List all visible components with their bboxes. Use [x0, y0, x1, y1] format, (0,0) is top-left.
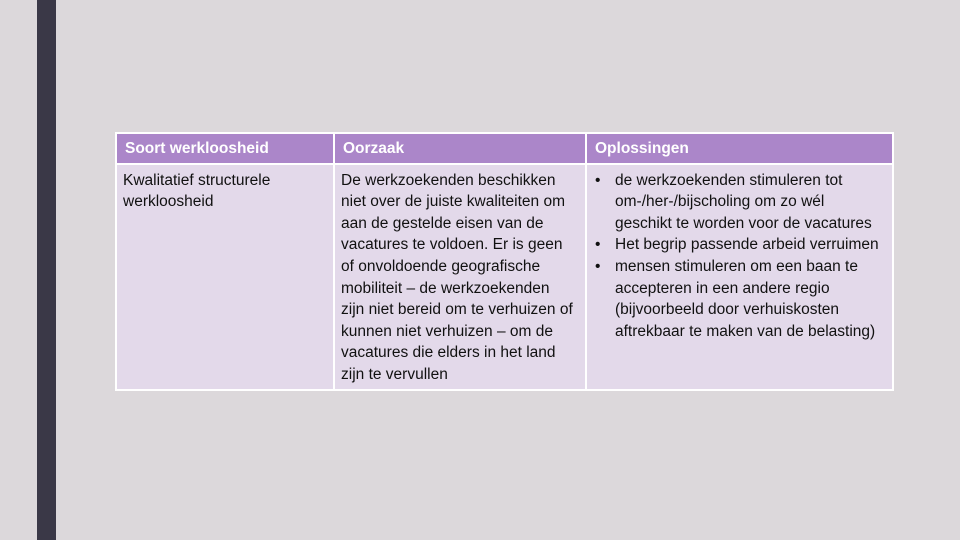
- bullet-icon: •: [595, 236, 601, 254]
- cell-unemployment-type: Kwalitatief structurele werkloosheid: [116, 164, 334, 390]
- header-oplossingen: Oplossingen: [586, 133, 893, 164]
- solution-text: mensen stimuleren om een baan te accepteren in een andere regio (bijvoorbeeld door verhuiskosten aftrekbaar te maken van de belasting): [615, 257, 876, 340]
- solutions-list: [593, 170, 884, 343]
- cell-cause: De werkzoekenden beschikken niet over de juiste kwaliteiten om aan de gestelde eisen van de vacatures te voldoen. Er is geen of onvoldoende geografische mobiliteit – de werkzoekenden zijn niet bereid om te verhuizen of kunnen niet verhuizen – om de vacatures die elders in het land zijn te vervullen: [334, 164, 586, 390]
- solution-text: Het begrip passende arbeid verruimen: [615, 236, 879, 254]
- cell-solutions: [586, 164, 893, 390]
- table-row: [116, 164, 893, 390]
- table-header-row: [116, 133, 893, 164]
- bullet-icon: •: [595, 257, 601, 275]
- solution-text: de werkzoekenden stimuleren tot om-/her-/bijscholing om zo wél geschikt te worden voor de vacatures: [615, 171, 872, 232]
- list-item: [593, 256, 884, 342]
- list-item: [593, 170, 884, 235]
- side-accent-bar: [37, 0, 56, 540]
- list-item: [593, 234, 884, 256]
- header-soort-werkloosheid: Soort werkloosheid: [116, 133, 334, 164]
- header-oorzaak: Oorzaak: [334, 133, 586, 164]
- unemployment-table: [115, 132, 894, 391]
- bullet-icon: •: [595, 171, 601, 189]
